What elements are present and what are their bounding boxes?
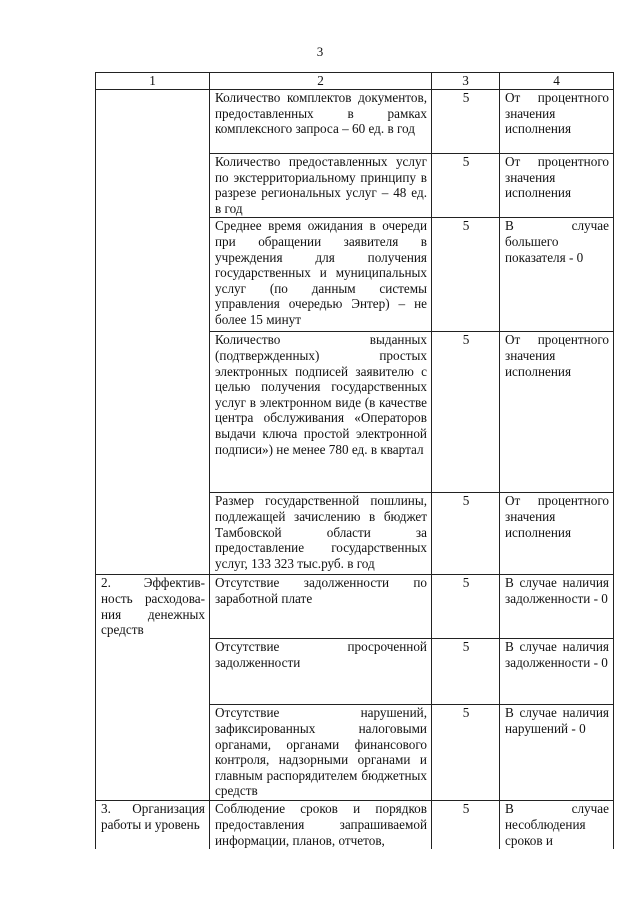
table-row <box>96 90 614 154</box>
condition-cell: В случае наличия нарушений - 0 <box>500 705 614 801</box>
group-cell: 2. Эффектив-ность расходова-ния денежных средств <box>96 575 210 801</box>
criterion-cell: Количество предоставленных услуг по экстерриториальному принципу в разрезе региональных услуг – 48 ед. в год <box>210 154 432 218</box>
condition-cell: От процентного значения исполнения <box>500 154 614 218</box>
points-cell: 5 <box>432 90 500 154</box>
page-number: 3 <box>316 44 324 59</box>
points-cell: 5 <box>432 705 500 801</box>
criterion-cell: Отсутствие просроченной задолженности <box>210 639 432 705</box>
condition-cell: От процентного значения исполнения <box>500 493 614 575</box>
condition-cell: От процентного значения исполнения <box>500 332 614 493</box>
table-row <box>96 801 614 849</box>
header-col-4: 4 <box>500 73 614 90</box>
group-cell: 3. Организация работы и уровень <box>96 801 210 849</box>
criterion-cell: Отсутствие задолженности по заработной плате <box>210 575 432 639</box>
criterion-cell: Отсутствие нарушений, зафиксированных налоговыми органами, органами финансового контроля, надзорными органами и главным распорядителем бюджетных средств <box>210 705 432 801</box>
points-cell: 5 <box>432 639 500 705</box>
criteria-table <box>95 72 614 849</box>
header-row <box>96 73 614 90</box>
table-row <box>96 575 614 639</box>
header-col-2: 2 <box>210 73 432 90</box>
points-cell: 5 <box>432 575 500 639</box>
criterion-cell: Среднее время ожидания в очереди при обращении заявителя в учреждения для получения государственных и муниципальных услуг (по данным системы управления очередью Энтер) – не более 15 минут <box>210 218 432 332</box>
points-cell: 5 <box>432 493 500 575</box>
condition-cell: В случае наличия задолженности - 0 <box>500 575 614 639</box>
header-col-3: 3 <box>432 73 500 90</box>
header-col-1: 1 <box>96 73 210 90</box>
points-cell: 5 <box>432 154 500 218</box>
condition-cell: От процентного значения исполнения <box>500 90 614 154</box>
points-cell: 5 <box>432 218 500 332</box>
group-cell <box>96 90 210 575</box>
points-cell: 5 <box>432 332 500 493</box>
condition-cell: В случае несоблюдения сроков и <box>500 801 614 849</box>
criterion-cell: Количество комплектов документов, предоставленных в рамках комплексного запроса – 60 ед. в год <box>210 90 432 154</box>
criterion-cell: Количество выданных (подтвержденных) простых электронных подписей заявителю с целью получения государственных услуг в электронном виде (в качестве центра обслуживания «Операторов выдачи ключа простой электронной подписи») не менее 780 ед. в квартал <box>210 332 432 493</box>
condition-cell: В случае большего показателя - 0 <box>500 218 614 332</box>
criterion-cell: Соблюдение сроков и порядков предоставления запрашиваемой информации, планов, отчетов, <box>210 801 432 849</box>
criterion-cell: Размер государственной пошлины, подлежащей зачислению в бюджет Тамбовской области за предоставление государственных услуг, 133 323 тыс.руб. в год <box>210 493 432 575</box>
condition-cell: В случае наличия задолженности - 0 <box>500 639 614 705</box>
points-cell: 5 <box>432 801 500 849</box>
